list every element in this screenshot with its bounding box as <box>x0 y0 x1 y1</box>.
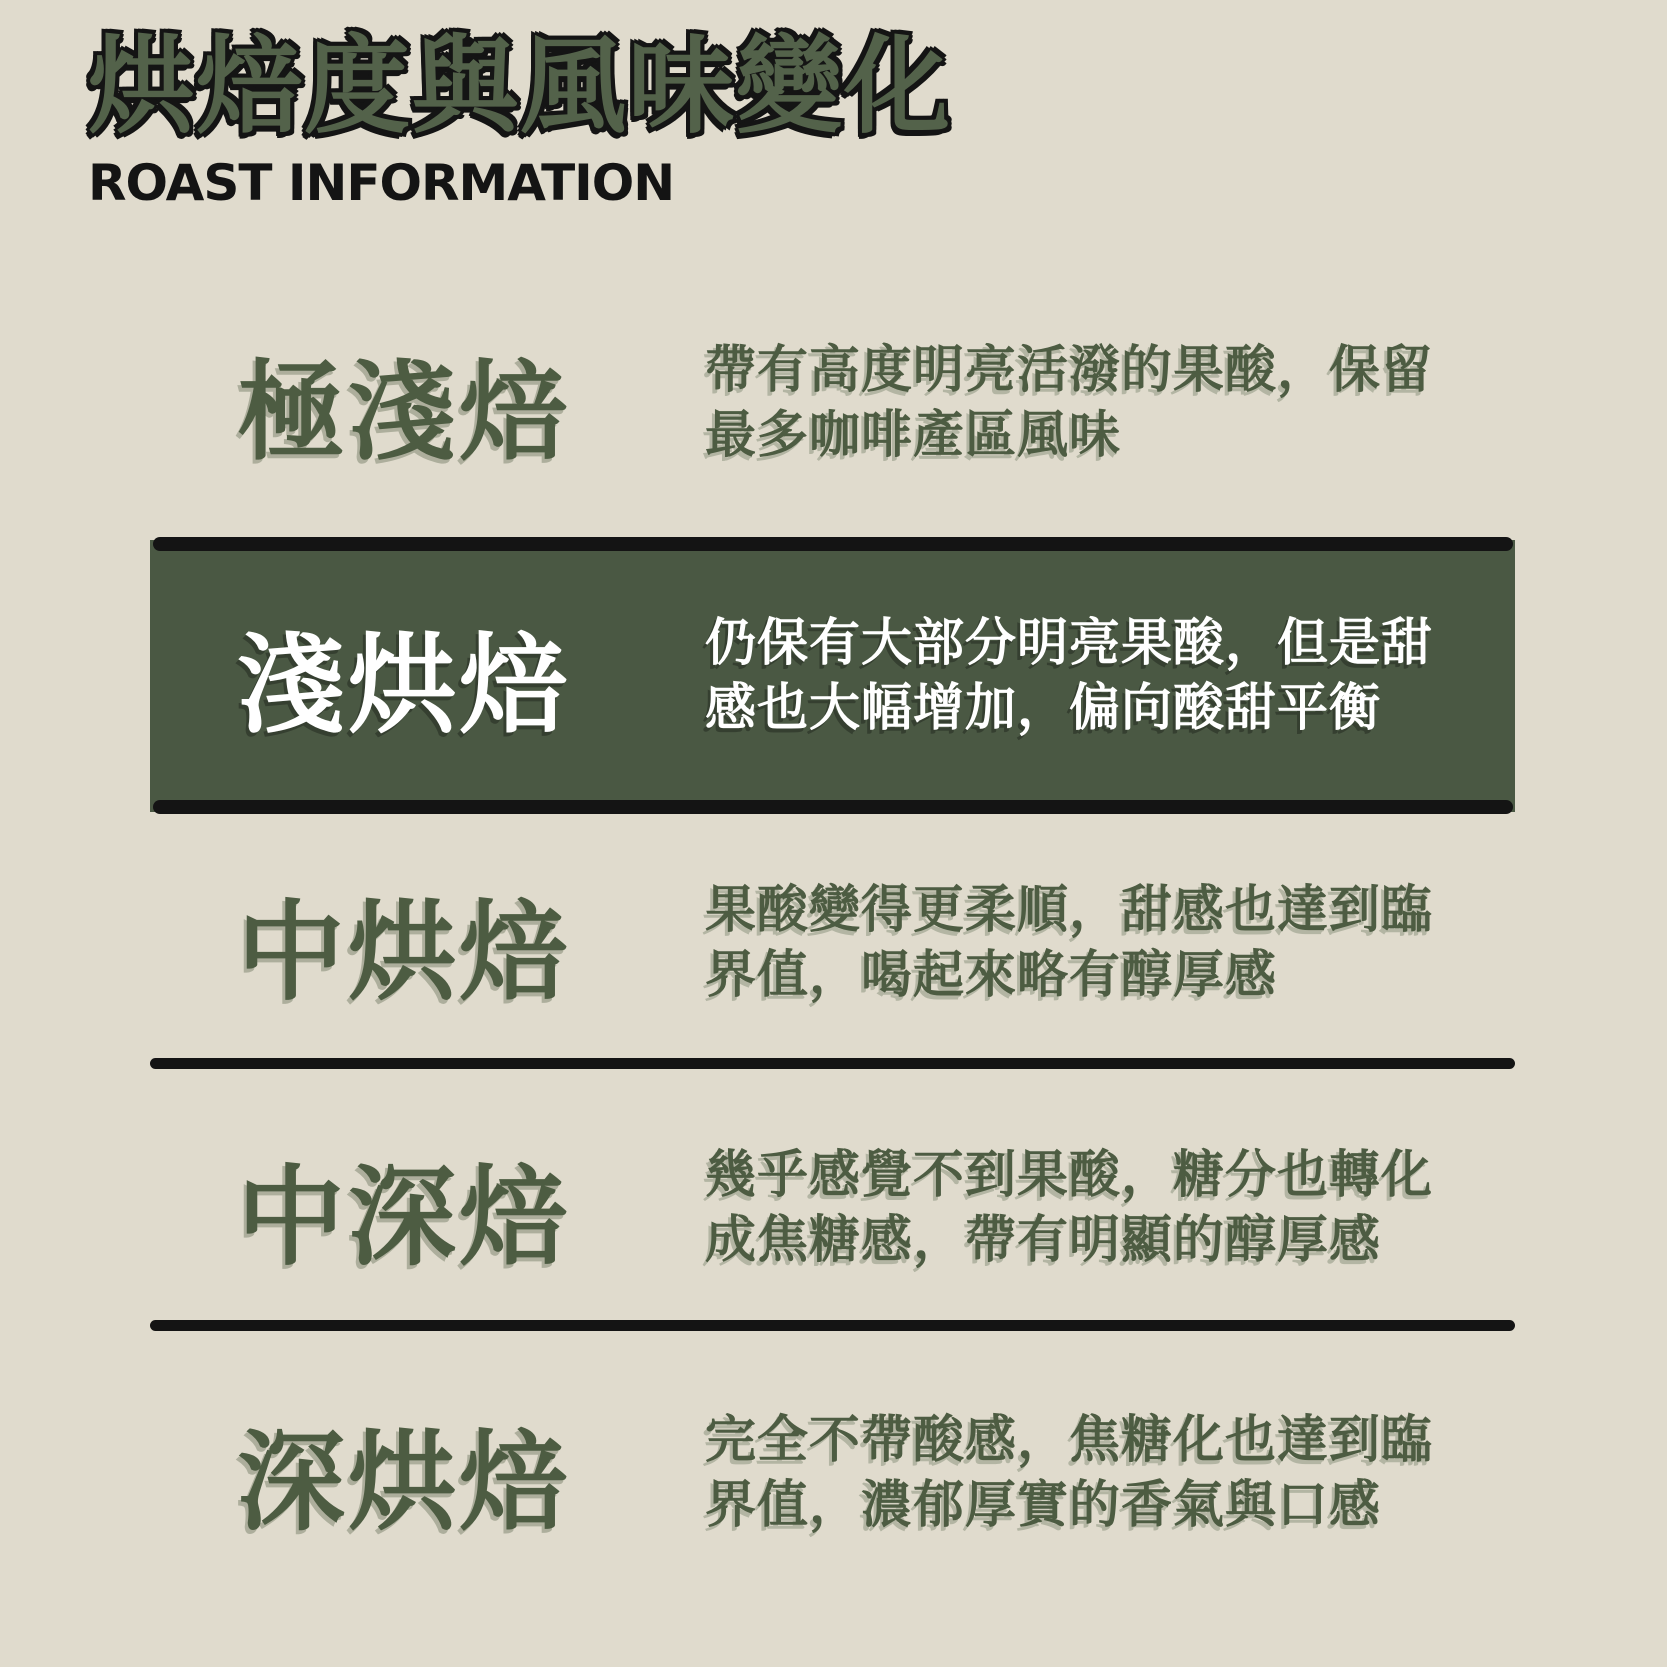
header <box>88 26 952 212</box>
roast-row-dark <box>0 1385 1667 1560</box>
roast-level-label: 深烘焙 <box>237 1420 571 1545</box>
roast-description <box>705 611 1433 741</box>
description-line-1: 帶有高度明亮活潑的果酸，保留 <box>705 340 1434 400</box>
roast-level-label: 極淺焙 <box>237 350 571 475</box>
description-line-2: 成焦糖感，帶有明顯的醇厚感 <box>705 1211 1382 1270</box>
description-line-1: 果酸變得更柔順，甜感也達到臨 <box>705 880 1434 940</box>
roast-description <box>705 338 1433 468</box>
row-divider-2 <box>150 1320 1515 1331</box>
roast-description <box>705 1408 1433 1538</box>
description-line-1: 幾乎感覺不到果酸，糖分也轉化 <box>705 1146 1434 1205</box>
description-line-1: 仍保有大部分明亮果酸，但是甜 <box>705 614 1434 673</box>
roast-row-extra-light <box>0 320 1667 485</box>
roast-level-label: 淺烘焙 <box>237 623 571 749</box>
highlight-band-bottom-border <box>153 800 1513 814</box>
roast-level-label: 中深焙 <box>237 1155 571 1281</box>
row-divider-1 <box>150 1058 1515 1069</box>
description-line-2: 感也大幅增加，偏向酸甜平衡 <box>705 679 1382 738</box>
roast-description <box>705 878 1433 1008</box>
description-line-2: 界值，喝起來略有醇厚感 <box>705 945 1278 1005</box>
roast-level-label: 中烘焙 <box>237 890 571 1015</box>
description-line-2: 界值，濃郁厚實的香氣與口感 <box>705 1475 1382 1535</box>
page-title: 烘焙度與風味變化 <box>88 25 952 148</box>
roast-row-medium-dark <box>0 1118 1667 1298</box>
page-subtitle: ROAST INFORMATION <box>88 153 675 212</box>
roast-description <box>705 1143 1433 1273</box>
highlight-band-top-border <box>153 537 1513 551</box>
roast-row-light-highlighted <box>150 540 1515 812</box>
description-line-2: 最多咖啡產區風味 <box>705 405 1122 465</box>
description-line-1: 完全不帶酸感，焦糖化也達到臨 <box>705 1410 1434 1470</box>
roast-row-medium <box>0 850 1667 1035</box>
